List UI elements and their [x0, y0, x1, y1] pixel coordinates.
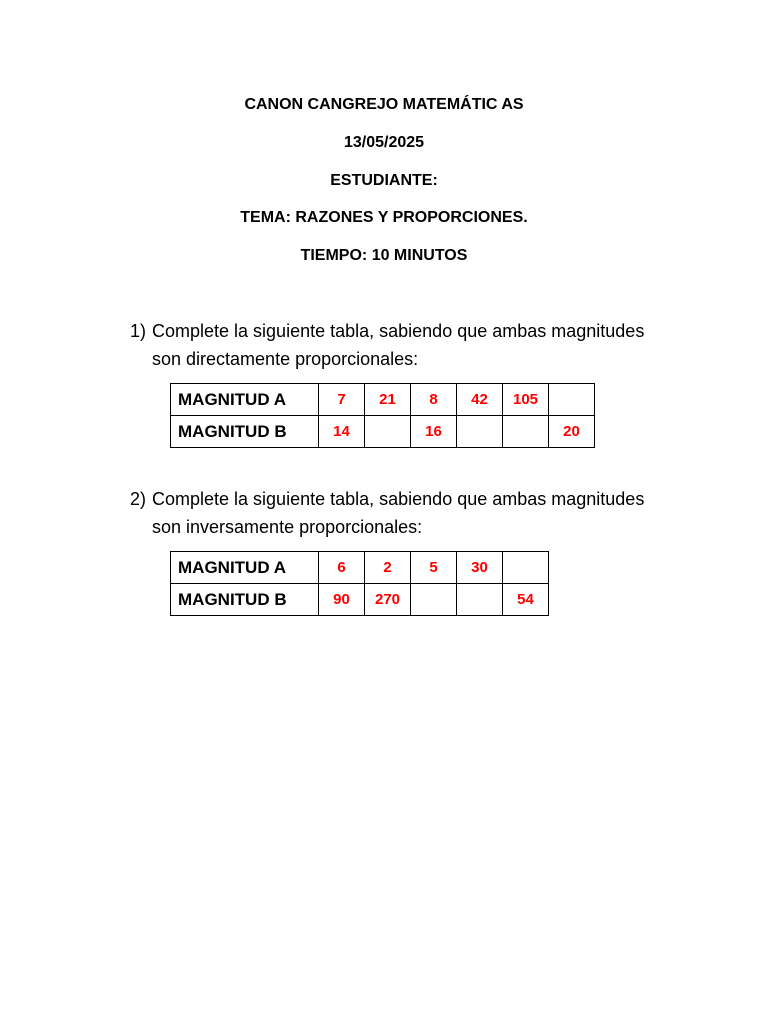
table-cell: [411, 584, 457, 616]
table-cell: [365, 416, 411, 448]
row-label-magnitud-a: MAGNITUD A: [171, 552, 319, 584]
question-2-table: [170, 551, 549, 616]
table-cell: 270: [365, 584, 411, 616]
table-cell: [503, 416, 549, 448]
row-label-magnitud-b: MAGNITUD B: [171, 416, 319, 448]
time-label: TIEMPO: 10 MINUTOS: [300, 247, 468, 264]
question-1-line-1: Complete la siguiente tabla, sabiendo que ambas magnitudes: [152, 321, 645, 341]
row-label-magnitud-b: MAGNITUD B: [171, 584, 319, 616]
table-cell: 5: [411, 552, 457, 584]
worksheet-title: CANON CANGREJO MATEMÁTIC AS: [244, 96, 524, 113]
table-cell: [457, 584, 503, 616]
table-cell: 90: [319, 584, 365, 616]
table-cell: 8: [411, 384, 457, 416]
row-label-magnitud-a: MAGNITUD A: [171, 384, 319, 416]
table-cell: 6: [319, 552, 365, 584]
table-cell: 105: [503, 384, 549, 416]
topic-label: TEMA: RAZONES Y PROPORCIONES.: [240, 209, 528, 226]
table-row: [171, 552, 549, 584]
table-cell: 30: [457, 552, 503, 584]
table-cell: 7: [319, 384, 365, 416]
table-cell: 20: [549, 416, 595, 448]
question-2-line-1: Complete la siguiente tabla, sabiendo que ambas magnitudes: [152, 489, 645, 509]
table-cell: 14: [319, 416, 365, 448]
question-2-text: [152, 485, 670, 541]
student-label: ESTUDIANTE:: [330, 172, 438, 189]
question-1-text: [152, 317, 670, 373]
question-2: [130, 485, 670, 541]
question-1-line-2: son directamente proporcionales:: [152, 349, 419, 369]
table-cell: 54: [503, 584, 549, 616]
question-2-line-2: son inversamente proporcionales:: [152, 517, 423, 537]
table-cell: 2: [365, 552, 411, 584]
table-cell: 42: [457, 384, 503, 416]
table-cell: 21: [365, 384, 411, 416]
question-1-table: [170, 383, 595, 448]
question-2-number: 2): [130, 489, 147, 509]
question-1-number: 1): [130, 321, 147, 341]
question-1: [130, 317, 670, 373]
table-row: [171, 584, 549, 616]
table-cell: 16: [411, 416, 457, 448]
table-row: [171, 416, 595, 448]
table-cell: [503, 552, 549, 584]
worksheet-date: 13/05/2025: [343, 134, 425, 151]
table-cell: [549, 384, 595, 416]
table-cell: [457, 416, 503, 448]
table-row: [171, 384, 595, 416]
